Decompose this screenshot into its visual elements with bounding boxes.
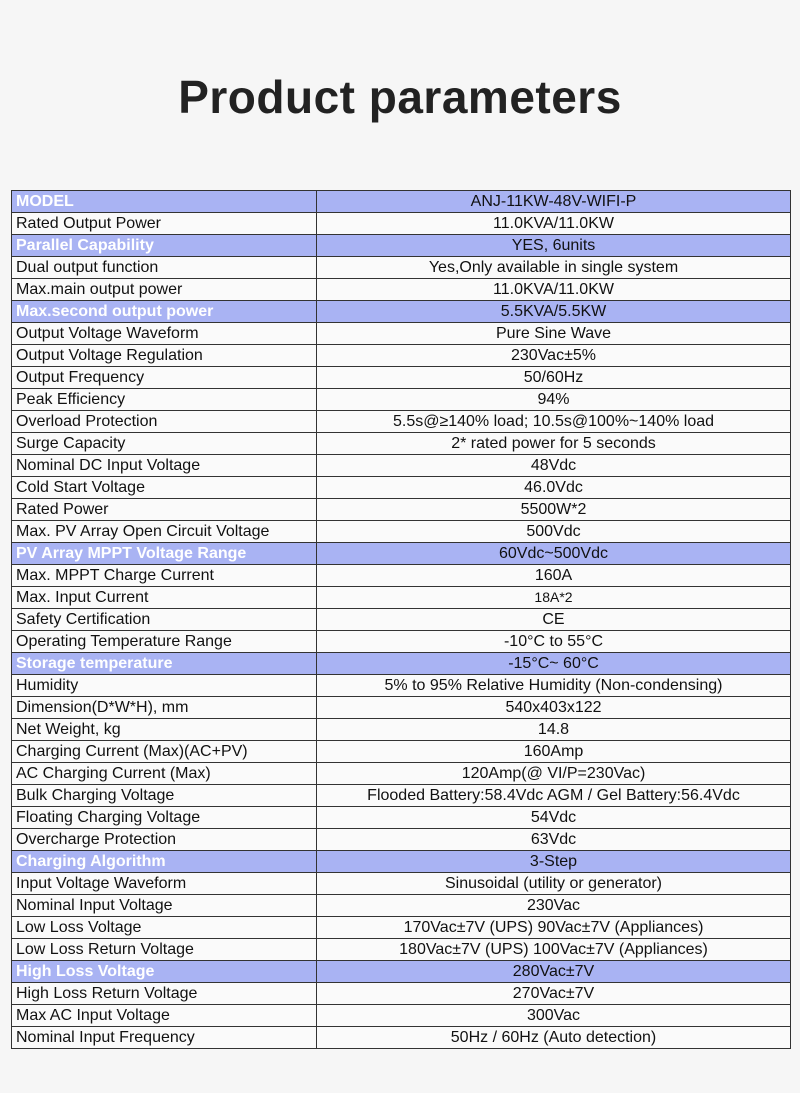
param-label: Cold Start Voltage	[12, 477, 317, 499]
param-value: 540x403x122	[317, 697, 791, 719]
param-label: Surge Capacity	[12, 433, 317, 455]
table-row	[12, 323, 791, 345]
param-value: 270Vac±7V	[317, 983, 791, 1005]
spec-table-body	[12, 191, 791, 1049]
param-label: Max. Input Current	[12, 587, 317, 609]
param-label: Peak Efficiency	[12, 389, 317, 411]
param-label: Max.second output power	[12, 301, 317, 323]
table-row	[12, 631, 791, 653]
param-label: Max. PV Array Open Circuit Voltage	[12, 521, 317, 543]
param-label: Operating Temperature Range	[12, 631, 317, 653]
param-label: Max.main output power	[12, 279, 317, 301]
param-label: Nominal Input Voltage	[12, 895, 317, 917]
param-value: 300Vac	[317, 1005, 791, 1027]
param-label: Overload Protection	[12, 411, 317, 433]
table-row	[12, 587, 791, 609]
param-label: Net Weight, kg	[12, 719, 317, 741]
table-row	[12, 807, 791, 829]
table-row	[12, 939, 791, 961]
param-label: High Loss Return Voltage	[12, 983, 317, 1005]
param-value: 48Vdc	[317, 455, 791, 477]
param-value: CE	[317, 609, 791, 631]
table-row	[12, 213, 791, 235]
table-row	[12, 763, 791, 785]
param-label: Dimension(D*W*H), mm	[12, 697, 317, 719]
table-row	[12, 1027, 791, 1049]
param-label: Max. MPPT Charge Current	[12, 565, 317, 587]
param-label: High Loss Voltage	[12, 961, 317, 983]
table-row	[12, 345, 791, 367]
table-row	[12, 389, 791, 411]
param-label: Low Loss Voltage	[12, 917, 317, 939]
param-value: 5% to 95% Relative Humidity (Non-condensing)	[317, 675, 791, 697]
table-row	[12, 279, 791, 301]
param-value: Sinusoidal (utility or generator)	[317, 873, 791, 895]
table-row	[12, 499, 791, 521]
page-title: Product parameters	[178, 71, 622, 123]
table-row	[12, 917, 791, 939]
param-value: 2* rated power for 5 seconds	[317, 433, 791, 455]
table-row	[12, 873, 791, 895]
param-label: Nominal Input Frequency	[12, 1027, 317, 1049]
param-value: 63Vdc	[317, 829, 791, 851]
param-value: 5.5KVA/5.5KW	[317, 301, 791, 323]
table-row	[12, 235, 791, 257]
param-value: 230Vac±5%	[317, 345, 791, 367]
table-row	[12, 653, 791, 675]
param-value: Flooded Battery:58.4Vdc AGM / Gel Battery:56.4Vdc	[317, 785, 791, 807]
table-row	[12, 961, 791, 983]
param-label: Bulk Charging Voltage	[12, 785, 317, 807]
param-value: 280Vac±7V	[317, 961, 791, 983]
param-value: 5500W*2	[317, 499, 791, 521]
table-row	[12, 257, 791, 279]
param-value: 170Vac±7V (UPS) 90Vac±7V (Appliances)	[317, 917, 791, 939]
table-row	[12, 543, 791, 565]
table-row	[12, 301, 791, 323]
param-label: Parallel Capability	[12, 235, 317, 257]
table-row	[12, 697, 791, 719]
param-value: 94%	[317, 389, 791, 411]
table-row	[12, 719, 791, 741]
param-label: PV Array MPPT Voltage Range	[12, 543, 317, 565]
table-row	[12, 609, 791, 631]
param-label: Charging Algorithm	[12, 851, 317, 873]
param-value: 50Hz / 60Hz (Auto detection)	[317, 1027, 791, 1049]
param-value: Yes,Only available in single system	[317, 257, 791, 279]
param-label: Safety Certification	[12, 609, 317, 631]
param-value: 18A*2	[317, 587, 791, 609]
spec-table	[11, 190, 791, 1049]
table-row	[12, 411, 791, 433]
param-label: AC Charging Current (Max)	[12, 763, 317, 785]
param-label: Overcharge Protection	[12, 829, 317, 851]
table-row	[12, 191, 791, 213]
param-label: MODEL	[12, 191, 317, 213]
table-row	[12, 433, 791, 455]
param-value: 3-Step	[317, 851, 791, 873]
param-value: 50/60Hz	[317, 367, 791, 389]
param-label: Output Voltage Waveform	[12, 323, 317, 345]
param-value: 11.0KVA/11.0KW	[317, 279, 791, 301]
param-label: Nominal DC Input Voltage	[12, 455, 317, 477]
param-value: 120Amp(@ VI/P=230Vac)	[317, 763, 791, 785]
table-row	[12, 455, 791, 477]
table-row	[12, 565, 791, 587]
param-label: Storage temperature	[12, 653, 317, 675]
param-value: -15°C~ 60°C	[317, 653, 791, 675]
param-value: 180Vac±7V (UPS) 100Vac±7V (Appliances)	[317, 939, 791, 961]
param-label: Rated Power	[12, 499, 317, 521]
param-label: Rated Output Power	[12, 213, 317, 235]
param-value: Pure Sine Wave	[317, 323, 791, 345]
param-label: Floating Charging Voltage	[12, 807, 317, 829]
table-row	[12, 895, 791, 917]
param-label: Dual output function	[12, 257, 317, 279]
param-value: 5.5s@≥140% load; 10.5s@100%~140% load	[317, 411, 791, 433]
param-value: ANJ-11KW-48V-WIFI-P	[317, 191, 791, 213]
param-value: -10°C to 55°C	[317, 631, 791, 653]
param-label: Humidity	[12, 675, 317, 697]
table-row	[12, 1005, 791, 1027]
param-label: Input Voltage Waveform	[12, 873, 317, 895]
table-row	[12, 675, 791, 697]
param-value: 54Vdc	[317, 807, 791, 829]
param-label: Output Frequency	[12, 367, 317, 389]
table-row	[12, 785, 791, 807]
param-value: 500Vdc	[317, 521, 791, 543]
param-label: Low Loss Return Voltage	[12, 939, 317, 961]
param-value: 60Vdc~500Vdc	[317, 543, 791, 565]
param-label: Max AC Input Voltage	[12, 1005, 317, 1027]
table-row	[12, 983, 791, 1005]
param-value: 46.0Vdc	[317, 477, 791, 499]
table-row	[12, 367, 791, 389]
table-row	[12, 851, 791, 873]
param-value: 230Vac	[317, 895, 791, 917]
param-label: Output Voltage Regulation	[12, 345, 317, 367]
param-value: YES, 6units	[317, 235, 791, 257]
table-row	[12, 741, 791, 763]
param-label: Charging Current (Max)(AC+PV)	[12, 741, 317, 763]
table-row	[12, 829, 791, 851]
table-row	[12, 521, 791, 543]
param-value: 160A	[317, 565, 791, 587]
table-row	[12, 477, 791, 499]
param-value: 160Amp	[317, 741, 791, 763]
param-value: 14.8	[317, 719, 791, 741]
param-value: 11.0KVA/11.0KW	[317, 213, 791, 235]
